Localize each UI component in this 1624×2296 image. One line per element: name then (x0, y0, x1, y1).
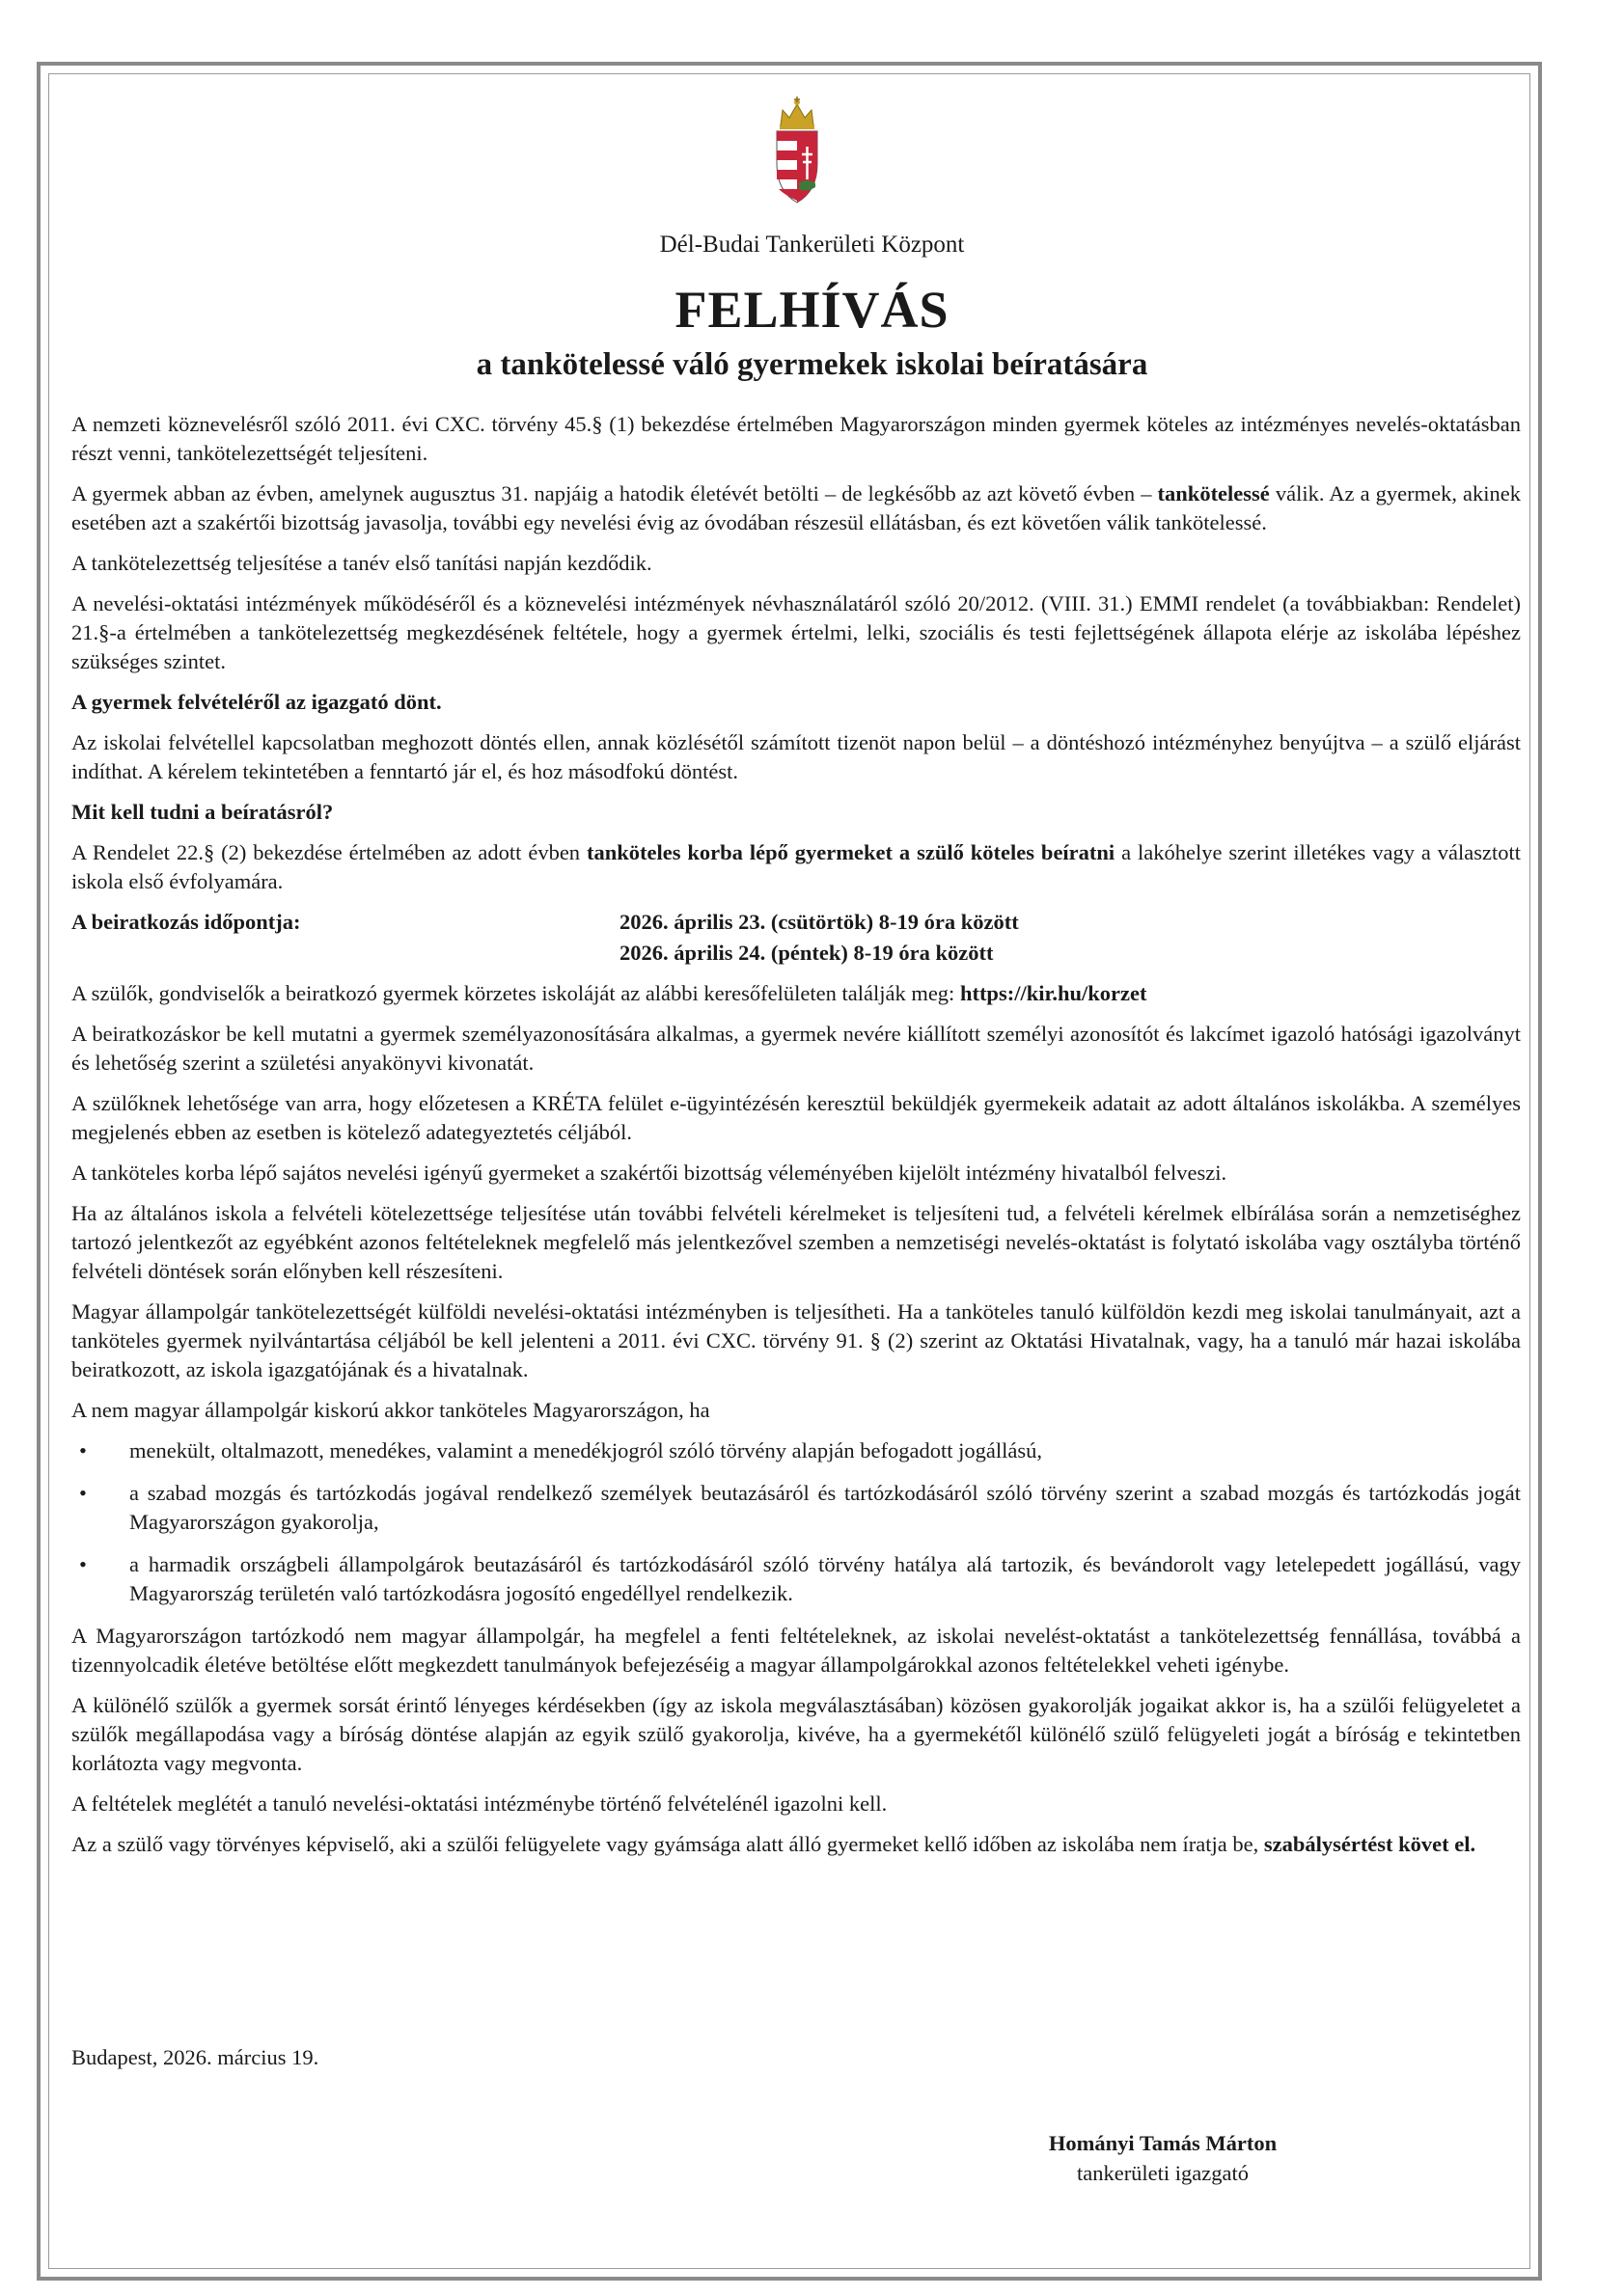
document-body (71, 410, 1521, 1871)
enrollment-date-2: 2026. április 24. (péntek) 8-19 óra között (619, 941, 994, 965)
paragraph: A feltételek meglétét a tanuló nevelési-oktatási intézménybe történő felvételénél igazolni kell. (71, 1791, 888, 1816)
list-item: • a harmadik országbeli állampolgárok beutazásáról és tartózkodásáról szóló törvény hatálya alá tartozik, és bevándorolt vagy letelepedett jogállású, vagy Magyarország területén való tartózkodásra jogosító engedéllyel rendelkezik. (79, 1552, 1521, 1605)
paragraph: A tankötelezettség teljesítése a tanév első tanítási napján kezdődik. (71, 551, 652, 575)
list-item: • a szabad mozgás és tartózkodás jogával rendelkező személyek beutazásáról és tartózkodásáról szóló törvény szerint a szabad mozgás és tartózkodás jogát Magyarországon gyakorolja, (79, 1481, 1521, 1534)
bullet-icon: • (79, 1438, 87, 1462)
enrollment-dates (71, 908, 1521, 937)
paragraph: A nemzeti köznevelésről szóló 2011. évi CXC. törvény 45.§ (1) bekezdése értelmében Magyarországon minden gyermek köteles az intézményes nevelés-oktatásban részt venni, tankötelezettségét teljesíteni. (71, 412, 1521, 465)
paragraph: A tanköteles korba lépő sajátos nevelési igényű gyermeket a szakértői bizottság véleményében kijelölt intézmény hivatalból felveszi. (71, 1161, 1227, 1185)
enrollment-date-1: 2026. április 23. (csütörtök) 8-19 óra között (619, 910, 1019, 934)
coat-of-arms-icon (773, 96, 821, 205)
paragraph: A szülőknek lehetősége van arra, hogy előzetesen a KRÉTA felület e-ügyintézésén keresztül beküldjék gyermekeik adatait az adott általános iskolákba. A személyes megjelenés ebben az esetben is kötelező adategyeztetés céljából. (71, 1091, 1521, 1144)
signer-title: tankerületi igazgató (1076, 2161, 1250, 2185)
place-and-date: Budapest, 2026. március 19. (71, 2045, 319, 2069)
paragraph: A nevelési-oktatási intézmények működéséről és a köznevelési intézmények névhasználatáról szóló 20/2012. (VIII. 31.) EMMI rendelet (a továbbiakban: Rendelet) 21.§-a értelmében a tankötelezettség megkezdésének feltétele, hogy a gyermek értelmi, lelki, szociális és testi fejlettségének állapota elérje az iskolába lépéshez szükséges szintet. (71, 591, 1521, 673)
paragraph: A beiratkozáskor be kell mutatni a gyermek személyazonosítására alkalmas, a gyermek nevére kiállított személyi azonosítót és lakcímet igazoló hatósági igazolványt és lehetőség szerint a születési anyakönyvi kivonatát. (71, 1022, 1521, 1075)
paragraph: A gyermek abban az évben, amelynek augusztus 31. napjáig a hatodik életévét betölti – de legkésőbb az azt követő évben – tankötelessé válik. Az a gyermek, akinek esetében azt a szakértői bizottság javasolja, további egy nevelési évig az óvodában részesül ellátásban, és ezt követően válik tankötelessé. (71, 481, 1521, 534)
issuing-office: Dél-Budai Tankerületi Központ (659, 232, 965, 258)
paragraph: A különélő szülők a gyermek sorsát érintő lényeges kérdésekben (így az iskola megválasztásában) közösen gyakorolják jogaikat akkor is, ha a szülői felügyeletet a szülők megállapodása vagy a bíróság döntése alapján az egyik szülő gyakorolja, kivéve, ha a gyermekétől különélő szülő felügyeleti jogát a bíróság e tekintetben korlátozta vagy megvonta. (71, 1693, 1521, 1775)
paragraph: Magyar állampolgár tankötelezettségét külföldi nevelési-oktatási intézményben is teljesítheti. Ha a tanköteles tanuló külföldön kezdi meg iskolai tanulmányait, azt a tanköteles gyermek nyilvántartása céljából be kell jelenteni a 2011. évi CXC. törvény 91. § (2) szerint az Oktatási Hivatalnak, vagy, ha a tanuló már hazai iskolába beiratkozott, az iskola igazgatójának és a hivatalnak. (71, 1299, 1521, 1381)
enrollment-label: A beiratkozás időpontja: (71, 910, 301, 934)
bullet-icon: • (79, 1552, 87, 1576)
bullet-icon: • (79, 1481, 87, 1505)
paragraph: A nem magyar állampolgár kiskorú akkor tanköteles Magyarországon, ha (71, 1398, 710, 1422)
paragraph: Az iskolai felvétellel kapcsolatban meghozott döntés ellen, annak közlésétől számított tizenöt napon belül – a döntéshozó intézményhez benyújtva – a szülő eljárást indíthat. A kérelem tekintetében a fenntartó jár el, és hoz másodfokú döntést. (71, 730, 1521, 783)
paragraph: Ha az általános iskola a felvételi kötelezettsége teljesítése után további felvételi kérelmeket is teljesíteni tud, a felvételi kérelmek elbírálása során a nemzetiséghez tartozó jelentkezőt az egyébként azonos feltételeknek megfelelő más jelentkezővel szemben a nemzetiségi nevelés-oktatást is folytató iskolába vagy osztályba történő felvételi döntések során előnyben kell részesíteni. (71, 1201, 1521, 1283)
document-subtitle: a tankötelessé váló gyermekek iskolai beíratására (476, 347, 1148, 382)
kir-link[interactable]: https://kir.hu/korzet (959, 981, 1147, 1005)
paragraph: A Rendelet 22.§ (2) bekezdése értelmében az adott évben tanköteles korba lépő gyermeket a szülő köteles beíratni a lakóhelye szerint illetékes vagy a választott iskola első évfolyamára. (71, 840, 1522, 893)
signer-name: Hományi Tamás Márton (1048, 2131, 1278, 2155)
signature-block (1032, 2128, 1293, 2188)
list-item: • menekült, oltalmazott, menedékes, valamint a menedékjogról szóló törvény alapján befogadott jogállású, (71, 1436, 1521, 1465)
section-heading: A gyermek felvételéről az igazgató dönt. (71, 690, 442, 714)
paragraph: A szülők, gondviselők a beiratkozó gyermek körzetes iskoláját az alábbi keresőfelületen találják meg: https://kir.hu/korzet (71, 981, 1147, 1005)
paragraph: Az a szülő vagy törvényes képviselő, aki a szülői felügyelete vagy gyámsága alatt álló gyermeket kellő időben az iskolába nem íratja be, szabálysértést követ el. (71, 1832, 1476, 1856)
paragraph: A Magyarországon tartózkodó nem magyar állampolgár, ha megfelel a fenti feltételeknek, az iskolai nevelést-oktatást a tankötelezettség fennállása, továbbá a tizennyolcadik életéve betöltése előtt megkezdett tanulmányok befejezéséig a magyar állampolgárokkal azonos feltételekkel veheti igénybe. (71, 1624, 1521, 1677)
condition-list (71, 1436, 1521, 1608)
section-heading: Mit kell tudni a beíratásról? (71, 800, 334, 824)
document-title: FELHÍVÁS (674, 281, 950, 339)
